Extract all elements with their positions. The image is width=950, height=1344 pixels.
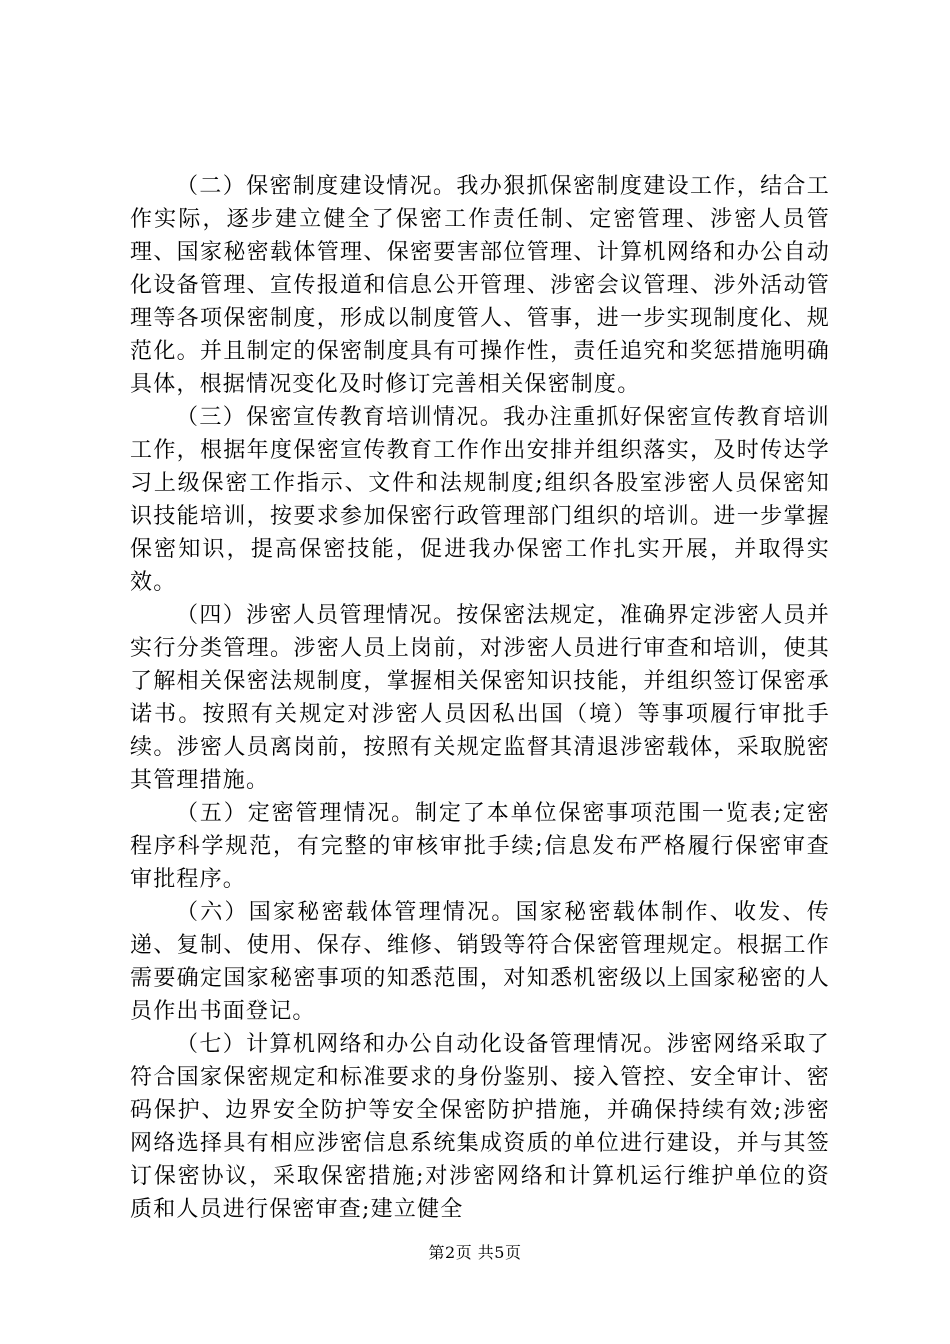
page-number-footer: 第2页 共5页	[428, 1243, 522, 1262]
paragraph-personnel-management: （四）涉密人员管理情况。按保密法规定，准确界定涉密人员并实行分类管理。涉密人员上岗前，对涉密人员进行审查和培训，使其了解相关保密法规制度，掌握相关保密知识技能，并组织签订保密承诺书。按照有关规定对涉密人员因私出国（境）等事项履行审批手续。涉密人员离岗前，按照有关规定监督其清退涉密载体，采取脱密其管理措施。	[130, 603, 830, 793]
paragraph-education-training: （三）保密宣传教育培训情况。我办注重抓好保密宣传教育培训工作，根据年度保密宣传教育工作作出安排并组织落实，及时传达学习上级保密工作指示、文件和法规制度;组织各股室涉密人员保密知识技能培训，按要求参加保密行政管理部门组织的培训。进一步掌握保密知识，提高保密技能，促进我办保密工作扎实开展，并取得实效。	[130, 405, 830, 595]
paragraph-confidentiality-system: （二）保密制度建设情况。我办狠抓保密制度建设工作，结合工作实际，逐步建立健全了保密工作责任制、定密管理、涉密人员管理、国家秘密载体管理、保密要害部位管理、计算机网络和办公自动化设备管理、宣传报道和信息公开管理、涉密会议管理、涉外活动管理等各项保密制度，形成以制度管人、管事，进一步实现制度化、规范化。并且制定的保密制度具有可操作性，责任追究和奖惩措施明确具体，根据情况变化及时修订完善相关保密制度。	[130, 174, 830, 397]
paragraph-network-management: （七）计算机网络和办公自动化设备管理情况。涉密网络采取了符合国家保密规定和标准要求的身份鉴别、接入管控、安全审计、密码保护、边界安全防护等安全保密防护措施，并确保持续有效;涉密网络选择具有相应涉密信息系统集成资质的单位进行建设，并与其签订保密协议，采取保密措施;对涉密网络和计算机运行维护单位的资质和人员进行保密审查;建立健全	[130, 1032, 830, 1222]
paragraph-carrier-management: （六）国家秘密载体管理情况。国家秘密载体制作、收发、传递、复制、使用、保存、维修、销毁等符合保密管理规定。根据工作需要确定国家秘密事项的知悉范围，对知悉机密级以上国家秘密的人员作出书面登记。	[130, 900, 830, 1024]
paragraph-classification-management: （五）定密管理情况。制定了本单位保密事项范围一览表;定密程序科学规范，有完整的审核审批手续;信息发布严格履行保密审查审批程序。	[130, 801, 830, 892]
document-body	[130, 170, 830, 1226]
